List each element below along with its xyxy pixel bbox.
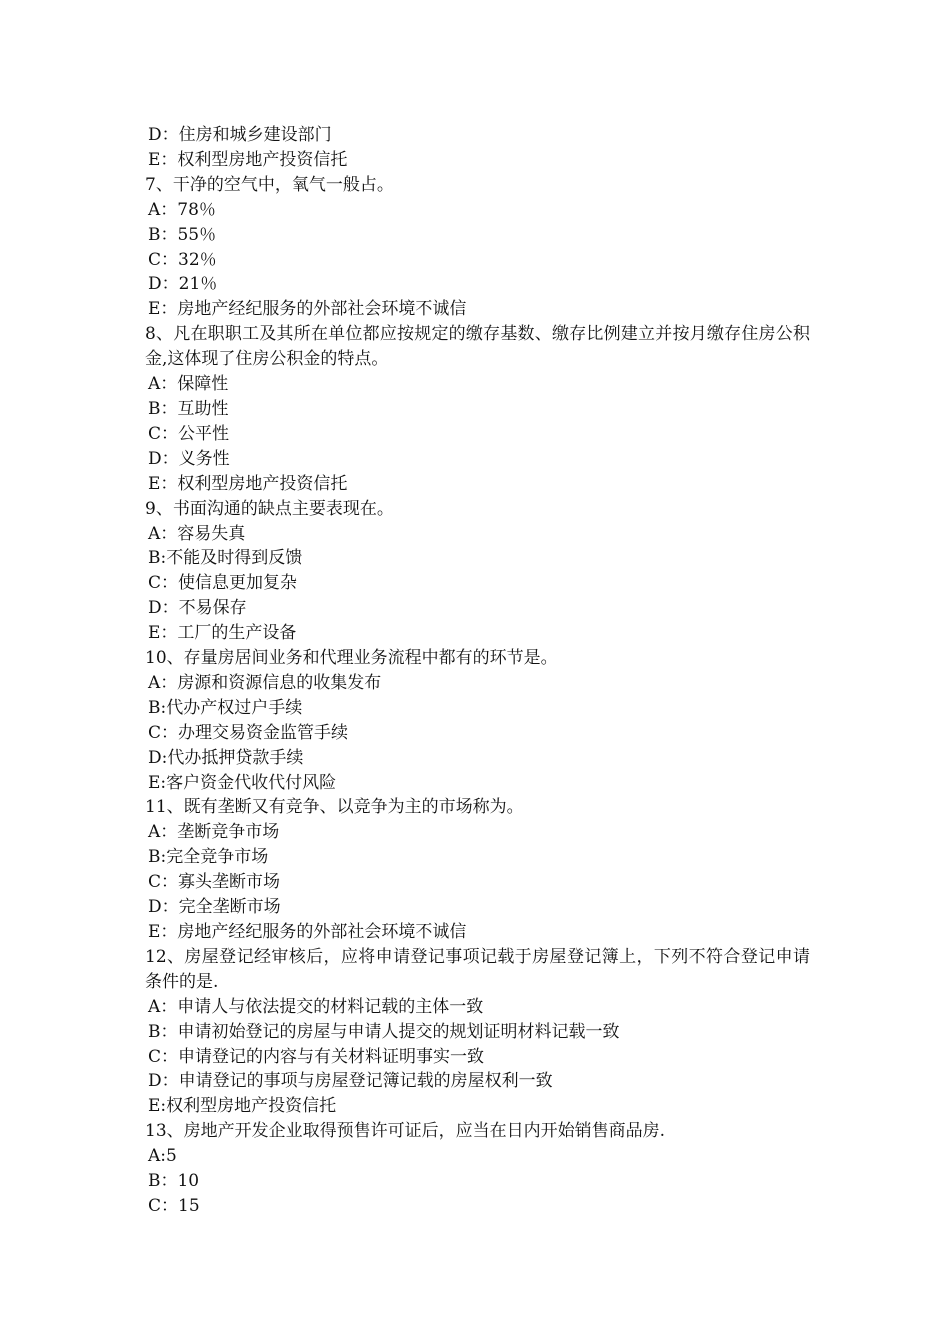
answer-option: E:客户资金代收代付风险 [148,772,337,793]
answer-option: A：保障性 [148,374,229,395]
answer-option: C：申请登记的内容与有关材料证明事实一致 [148,1046,485,1067]
answer-option: C：15 [148,1195,200,1216]
question-text: 9、书面沟通的缺点主要表现在。 [145,498,394,519]
answer-option: E:权利型房地产投资信托 [148,1096,337,1117]
answer-option: B：申请初始登记的房屋与申请人提交的规划证明材料记载一致 [148,1021,620,1042]
question-text: 13、房地产开发企业取得预售许可证后，应当在日内开始销售商品房. [145,1121,666,1142]
question-list [145,123,810,1219]
answer-option: D：完全垄断市场 [148,897,281,918]
question-text: 7、干净的空气中，氧气一般占。 [145,174,394,195]
answer-option: E：房地产经纪服务的外部社会环境不诚信 [148,922,467,942]
question-text: 12、房屋登记经审核后，应将申请登记事项记载于房屋登记簿上，下列不符合登记申请条件的是. [145,946,810,992]
answer-option: C：32％ [148,249,217,270]
answer-option: A：78％ [148,199,216,220]
answer-option: A:5 [148,1146,177,1167]
answer-option: A：容易失真 [148,523,246,544]
question-text: 8、凡在职职工及其所在单位都应按规定的缴存基数、缴存比例建立并按月缴存住房公积金,这体现了住房公积金的特点。 [145,324,810,370]
answer-option: B：10 [148,1171,200,1192]
answer-option: B:代办产权过户手续 [148,697,303,718]
question-text: 11、既有垄断又有竞争、以竞争为主的市场称为。 [145,797,524,818]
answer-option: E：权利型房地产投资信托 [148,473,348,494]
answer-option: B:完全竞争市场 [148,847,269,868]
answer-option: C：公平性 [148,423,230,444]
answer-option: C：使信息更加复杂 [148,573,298,594]
answer-option: D：义务性 [148,448,230,469]
answer-option: B：互助性 [148,398,229,419]
answer-option: E：权利型房地产投资信托 [148,149,348,170]
answer-option: B：55％ [148,224,217,245]
answer-option: C：办理交易资金监管手续 [148,722,349,743]
answer-option: D：21％ [148,274,218,295]
answer-option: A：垄断竞争市场 [148,822,280,843]
answer-option: D：申请登记的事项与房屋登记簿记载的房屋权利一致 [148,1071,553,1092]
answer-option: B:不能及时得到反馈 [148,548,303,569]
answer-option: A：房源和资源信息的收集发布 [148,672,382,693]
answer-option: D：住房和城乡建设部门 [148,125,332,145]
answer-option: E：工厂的生产设备 [148,623,297,644]
answer-option: A：申请人与依法提交的材料记载的主体一致 [148,996,484,1017]
question-text: 10、存量房居间业务和代理业务流程中都有的环节是。 [145,648,558,669]
answer-option: E：房地产经纪服务的外部社会环境不诚信 [148,299,467,320]
answer-option: D:代办抵押贷款手续 [148,747,304,768]
answer-option: D：不易保存 [148,598,247,619]
answer-option: C：寡头垄断市场 [148,872,281,893]
